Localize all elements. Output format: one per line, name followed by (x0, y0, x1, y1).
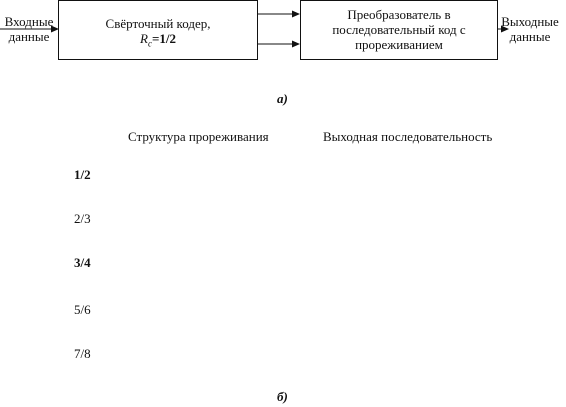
rate-row-5: 7/8 (74, 346, 91, 361)
converter-block (300, 0, 498, 60)
converter-line1: Преобразователь в (347, 7, 451, 22)
caption-b: б) (277, 389, 288, 404)
rate-label: 3/4 (74, 255, 91, 270)
encoder-rate-value: =1/2 (151, 31, 176, 46)
encoder-rate (59, 31, 257, 52)
input-label (0, 14, 58, 44)
rate-row-4: 5/6 (74, 302, 91, 317)
caption-a: а) (277, 91, 288, 106)
rate-row-2: 2/3 (74, 211, 91, 226)
converter-line2: последовательный код с (332, 22, 466, 37)
encoder-rate-sub: c (147, 38, 152, 49)
output-label (497, 14, 563, 44)
encoder-block (58, 0, 258, 60)
header-puncture-structure: Структура прореживания (128, 129, 269, 144)
input-label-line1: Входные (4, 14, 54, 29)
input-label-line2: данные (8, 29, 50, 44)
rate-row-1 (74, 167, 91, 183)
encoder-title: Свёрточный кодер, (105, 16, 211, 31)
rate-row-3 (74, 255, 91, 271)
output-label-line2: данные (509, 29, 551, 44)
rate-label: 1/2 (74, 167, 91, 182)
converter-line3: прореживанием (355, 37, 443, 52)
header-output-sequence: Выходная последовательность (323, 129, 493, 144)
output-label-line1: Выходные (501, 14, 559, 29)
encoder-rate-symbol: R (140, 31, 148, 46)
